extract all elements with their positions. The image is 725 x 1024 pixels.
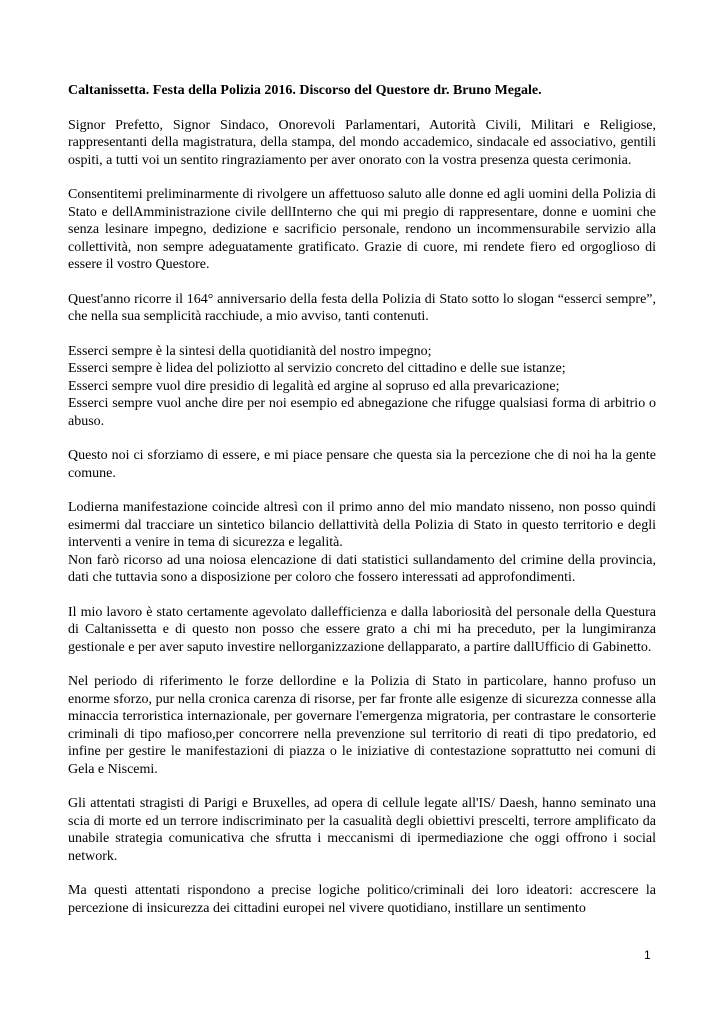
page-number: 1: [644, 948, 651, 962]
paragraph-mandate-part: Lodierna manifestazione coincide altresì con il primo anno del mio mandato nisseno, non posso quindi esimermi dal tracciare un sintetico bilancio dellattività della Polizia di Stato in questo territorio e degli interventi a venire in tema di sicurezza e legalità.: [68, 500, 656, 550]
paragraph-perception: Questo noi ci sforziamo di essere, e mi piace pensare che questa sia la percezione che di noi ha la gente comune.: [68, 448, 656, 481]
list-item: Esserci sempre vuol dire presidio di legalità ed argine al sopruso ed alla prevaricazione;: [68, 378, 560, 394]
paragraph-salute: Consentitemi preliminarmente di rivolgere un affettuoso saluto alle donne ed agli uomini della Polizia di Stato e dellAmministrazione civile dellInterno che qui mi pregio di rappresentare, donne e uomini che senza lesinare impegno, dedizione e sacrificio personale, rendono un incommensurabile servizio alla collettività, non sempre adeguatamente gratificato. Grazie di cuore, mi rendete fiero ed orgoglioso di essere il vostro Questore.: [68, 187, 656, 272]
list-item: Esserci sempre è la sintesi della quotidianità del nostro impegno;: [68, 343, 432, 359]
document-page: [68, 82, 656, 934]
paragraph-work: Il mio lavoro è stato certamente agevolato dallefficienza e dalla laboriosità del personale della Questura di Caltanissetta e di questo non posso che essere grato a chi mi ha preceduto, per la lungimiranza gestionale e per aver saputo investire nellorganizzazione dellapparato, a partire dallUfficio di Gabinetto.: [68, 604, 656, 655]
document-title: Caltanissetta. Festa della Polizia 2016. Discorso del Questore dr. Bruno Megale.: [68, 83, 542, 98]
paragraph-greetings: Signor Prefetto, Signor Sindaco, Onorevoli Parlamentari, Autorità Civili, Militari e Religiose, rappresentanti della magistratura, della stampa, del mondo accademico, sindacale ed associativo, gentili ospiti, a tutti voi un sentito ringraziamento per aver onorato con la vostra presenza questa cerimonia.: [68, 117, 656, 168]
paragraph-logic: Ma questi attentati rispondono a precise logiche politico/criminali dei loro ideatori: accrescere la percezione di insicurezza dei cittadini europei nel vivere quotidiano, instillare un sentimento: [68, 883, 656, 916]
paragraph-anniversary: Quest'anno ricorre il 164° anniversario della festa della Polizia di Stato sotto lo slogan “esserci sempre”, che nella sua semplicità racchiude, a mio avviso, tanti contenuti.: [68, 291, 656, 324]
paragraph-mandate-part: Non farò ricorso ad una noiosa elencazione di dati statistici sullandamento del crimine della provincia, dati che tuttavia sono a disposizione per coloro che fossero interessati ad approfondimenti.: [68, 552, 656, 585]
esserci-sempre-list: [68, 343, 656, 431]
list-item: Esserci sempre è lidea del poliziotto al servizio concreto del cittadino e delle sue istanze;: [68, 361, 566, 376]
paragraph-period: Nel periodo di riferimento le forze dellordine e la Polizia di Stato in particolare, hanno profuso un enorme sforzo, pur nella cronica carenza di risorse, per far fronte alle esigenze di sicurezza connesse alla minaccia terroristica internazionale, per governare l'emergenza migratoria, per contrastare le consorterie criminali di tipo mafioso,per concorrere nella prevenzione sul territorio di reati di tipo predatorio, ed infine per gestire le manifestazioni di piazza o le iniziative di contestazione soprattutto nei comuni di Gela e Niscemi.: [68, 674, 656, 777]
list-item: Esserci sempre vuol anche dire per noi esempio ed abnegazione che rifugge qualsiasi forma di arbitrio o abuso.: [68, 396, 656, 429]
paragraph-mandate: [68, 499, 656, 587]
paragraph-attacks: Gli attentati stragisti di Parigi e Bruxelles, ad opera di cellule legate all'IS/ Daesh, hanno seminato una scia di morte ed un terrore indiscriminato per la casualità degli obiettivi prescelti, terrore amplificato da unabile strategia comunicativa che sfrutta i meccanismi di ipermediazione che oggi offrono i social network.: [68, 796, 656, 864]
